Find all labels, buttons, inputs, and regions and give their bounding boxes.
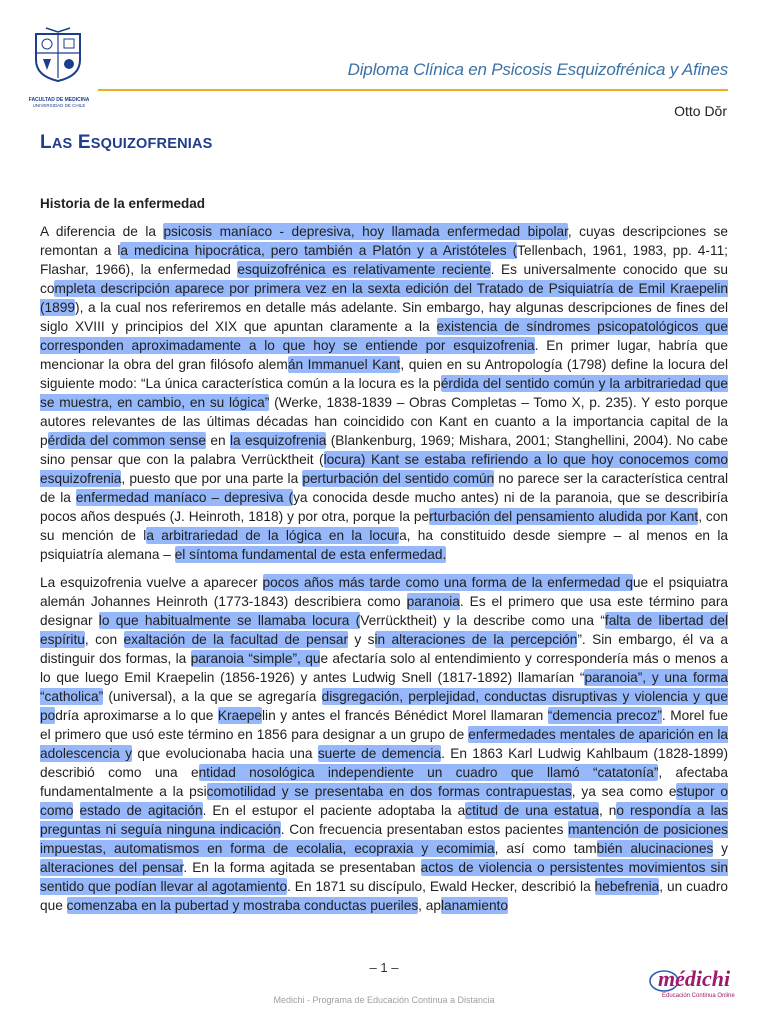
body-text: . Es universalmente conocido que su co	[40, 262, 728, 296]
highlighted-text: paranoia”, y una forma “catholica”	[40, 670, 728, 704]
body-text: . En el estupor el paciente adoptaba la a	[202, 803, 466, 818]
medichi-logo	[648, 966, 735, 1006]
highlighted-text: esquizofrénica es relativamente reciente	[237, 262, 491, 277]
body-text: , cuyas descripciones se remontan a l	[40, 224, 728, 258]
body-text: , así como tam	[494, 841, 597, 856]
highlighted-text: la esquizofrenia	[229, 433, 327, 448]
body-text: e afectaría solo al entendimiento y correspondería más o menos a lo que luego Emil Kraepelin (1856-1926) y antes Ludwig Snell (1817-1892) llamarían “	[40, 651, 729, 685]
highlighted-text: paranoia “simple”, qu	[190, 651, 321, 666]
body-text: , ya sea como e	[571, 784, 677, 799]
document-title: LAS ESQUIZOFRENIAS	[40, 132, 213, 153]
body-text: . Es el primero que usa este término para designar	[40, 594, 728, 628]
highlighted-text: paranoia	[406, 594, 460, 609]
highlighted-text: ctitud de una estatua	[465, 803, 599, 818]
body-text: , afectaba fundamentalmente a la psi	[40, 765, 728, 799]
highlighted-text: rturbación del pensamiento aludida por Kant	[429, 509, 699, 524]
highlighted-text: suerte de demencia	[317, 746, 442, 761]
university-crest-icon	[32, 26, 84, 82]
body-text: , ap	[418, 898, 442, 913]
highlighted-text: ntidad nosológica independiente un cuadro que llamó “catatonía”	[198, 765, 659, 780]
highlighted-text: bién alucinaciones	[596, 841, 714, 856]
highlighted-text: Kraepe	[217, 708, 263, 723]
highlighted-text: stupor o como	[40, 784, 728, 818]
body-text: en	[206, 433, 230, 448]
body-text: lin y antes el francés Bénédict Morel llamaran	[262, 708, 548, 723]
page-header	[0, 0, 768, 120]
highlighted-text: falta de libertad del espíritu	[40, 613, 729, 647]
body-text: (Werke, 1838-1839 – Obras Completas – Tomo X, p. 235). Y esto porque autores relevantes de las últimas décadas han coincidido con Kant en cuanto a la importancia capital de la p	[40, 395, 728, 448]
highlighted-text: lo que habitualmente se llamaba locura (	[98, 613, 361, 628]
highlighted-text: psicosis maníaco - depresiva, hoy llamada enfermedad bipolar	[163, 224, 568, 239]
highlighted-text: a arbitrariedad de la lógica en la locur	[146, 528, 400, 543]
header-divider	[98, 89, 728, 91]
body-text: , con	[84, 632, 124, 647]
highlighted-text: mpleta descripción aparece por primera vez en la sexta edición del Tratado de Psiquiatría de Emil Kraepelin (1899	[40, 281, 728, 315]
body-text: a, ha constituido desde siempre – al menos en la psiquiatría alemana –	[40, 528, 728, 562]
author-name: Otto Dŏr	[674, 103, 727, 119]
body-text: . En 1871 su discípulo, Ewald Hecker, describió la	[287, 879, 595, 894]
section-heading: Historia de la enfermedad	[40, 196, 206, 211]
body-text: que evolucionaba hacia una	[132, 746, 318, 761]
body-text: La esquizofrenia vuelve a aparecer	[40, 575, 263, 590]
body-text: (Blankenburg, 1969; Mishara, 2001; Stanghellini, 2004). No cabe sino pensar que con la palabra Verrücktheit (	[40, 433, 728, 467]
highlighted-text: érdida del common sense	[47, 433, 207, 448]
highlighted-text: enfermedades mentales de aparición en la adolescencia y	[40, 727, 728, 761]
highlighted-text: actos de violencia o persistentes movimientos sin sentido que podían llevar al agotamiento	[40, 860, 729, 894]
highlighted-text: el síntoma fundamental de esta enfermedad.	[174, 547, 447, 562]
highlighted-text: érdida del sentido común y la arbitrariedad que se muestra, en cambio, en su lógica”	[40, 376, 728, 410]
body-text: Tellenbach, 1961, 1983, pp. 4-11; Flashar, 1966), la enfermedad	[40, 243, 728, 277]
logo-tagline: Educación Continua Online	[662, 993, 735, 999]
body-text: , un cuadro que	[40, 879, 728, 913]
highlighted-text: comotilidad y se presentaba en dos formas contrapuestas	[206, 784, 572, 799]
highlighted-text: exaltación de la facultad de pensar	[123, 632, 349, 647]
body-text: A diferencia de la	[40, 224, 164, 239]
body-text: Verrücktheit) y la describe como una “	[360, 613, 605, 628]
body-text: no parece ser la característica central de la	[40, 471, 729, 505]
body-text: , quien en su Antropología (1798) define la locura del siguiente modo: “La única característica común a la locura es la p	[40, 357, 729, 391]
highlighted-text: disgregación, perplejidad, conductas disruptivas y violencia y que po	[40, 689, 728, 723]
highlighted-text: án Immanuel Kant	[287, 357, 401, 372]
highlighted-text: estado de agitación	[79, 803, 203, 818]
body-text: . En primer lugar, habría que mencionar la obra del gran filósofo alem	[40, 338, 728, 372]
body-text: ), a la cual nos referiremos en detalle más adelante. Sin embargo, hay algunas descripciones de fines del siglo XVIII y principios del XIX que apuntan claramente a la	[40, 300, 728, 334]
footer-program-text: Medichi - Programa de Educación Continua a Distancia	[273, 995, 495, 1005]
crest-label: FACULTAD DE MEDICINA UNIVERSIDAD DE CHILE	[28, 97, 90, 108]
body-text: ue el psiquiatra alemán Johannes Heinroth (1773-1843) describiera como	[40, 575, 728, 609]
body-text: , con su mención de l	[40, 509, 728, 543]
body-text: dría aproximarse a lo que	[55, 708, 218, 723]
page-number: – 1 –	[369, 960, 399, 975]
document-body	[40, 222, 728, 924]
highlighted-text: in alteraciones de la percepción	[374, 632, 578, 647]
body-text: . En 1863 Karl Ludwig Kahlbaum (1828-1899) describió como una e	[40, 746, 729, 780]
highlighted-text: mantención de posiciones impuestas, automatismos en forma de ecolalia, ecopraxia y ecomimia	[40, 822, 728, 856]
program-title: Diploma Clínica en Psicosis Esquizofrénica y Afines	[347, 60, 728, 79]
highlighted-text: “demencia precoz”	[547, 708, 662, 723]
body-text: , puesto que por una parte la	[121, 471, 303, 486]
highlighted-text: pocos años más tarde como una forma de la enfermedad q	[262, 575, 633, 590]
body-text: . Con frecuencia presentaban estos pacientes	[280, 822, 569, 837]
highlighted-text: locura) Kant se estaba refiriendo a lo que hoy conocemos como esquizofrenia	[40, 452, 728, 486]
body-text: (universal), a la que se agregaría	[103, 689, 322, 704]
paragraph-1	[40, 222, 728, 564]
paragraph-2	[40, 573, 728, 915]
body-text: y	[713, 841, 728, 856]
body-text	[73, 803, 79, 818]
logo-wordmark: médichi	[658, 966, 731, 991]
highlighted-text: existencia de síndromes psicopatológicos que corresponden aproximadamente a lo que hoy se entiende por esquizofrenia	[40, 319, 728, 353]
highlighted-text: lanamiento	[441, 898, 508, 913]
highlighted-text: enfermedad maníaco – depresiva (	[75, 490, 294, 505]
highlighted-text: a medicina hipocrática, pero también a Platón y a Aristóteles (	[120, 243, 518, 258]
highlighted-text: hebefrenia	[594, 879, 660, 894]
highlighted-text: alteraciones del pensar	[40, 860, 184, 875]
highlighted-text: perturbación del sentido común	[302, 471, 495, 486]
body-text: ”. Sin embargo, él va a distinguir dos formas, la	[40, 632, 728, 666]
body-text: , n	[598, 803, 617, 818]
body-text: y s	[348, 632, 375, 647]
body-text: . En la forma agitada se presentaban	[183, 860, 421, 875]
highlighted-text: o respondía a las preguntas ni seguía ninguna indicación	[40, 803, 728, 837]
body-text: . Morel fue el primero que usó este término en 1856 para designar a un grupo de	[40, 708, 728, 742]
body-text: ya conocida desde mucho antes) ni de la paranoia, que se describiría pocos años después (J. Heinroth, 1818) y por otra, porque la pe	[40, 490, 728, 524]
highlighted-text: comenzaba en la pubertad y mostraba conductas pueriles	[66, 898, 419, 913]
